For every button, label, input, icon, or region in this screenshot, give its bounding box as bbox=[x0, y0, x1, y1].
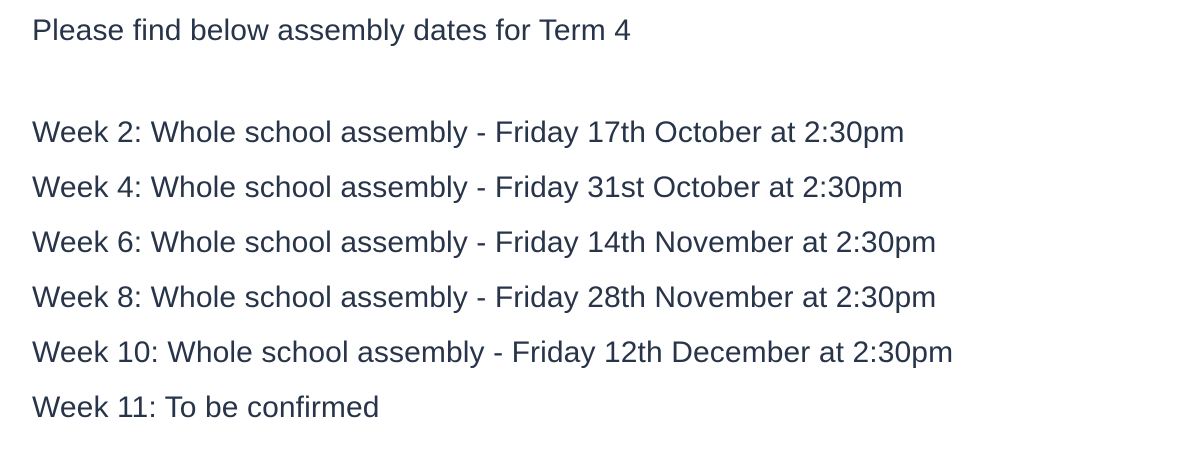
assembly-dates-list bbox=[32, 105, 1172, 435]
intro-paragraph: Please find below assembly dates for Term 4 bbox=[32, 14, 632, 47]
list-item: Week 6: Whole school assembly - Friday 14th November at 2:30pm bbox=[32, 225, 937, 259]
list-item: Week 2: Whole school assembly - Friday 17th October at 2:30pm bbox=[32, 115, 905, 149]
list-item: Week 8: Whole school assembly - Friday 28th November at 2:30pm bbox=[32, 280, 937, 314]
list-item: Week 11: To be confirmed bbox=[32, 390, 380, 424]
paragraph-spacer bbox=[32, 53, 1172, 105]
list-item: Week 10: Whole school assembly - Friday 12th December at 2:30pm bbox=[32, 335, 954, 369]
list-item: Week 4: Whole school assembly - Friday 31st October at 2:30pm bbox=[32, 170, 903, 204]
